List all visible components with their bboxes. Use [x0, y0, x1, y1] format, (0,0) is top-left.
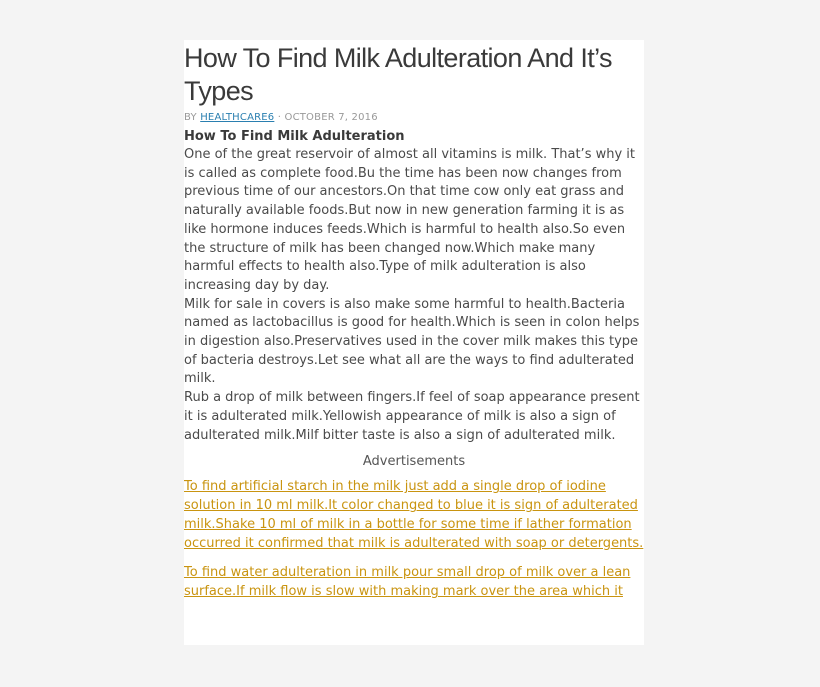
quote-text[interactable]: To find water adulteration in milk pour small drop of milk over a lean surface.If milk flow is slow with making mark over the area which it [184, 565, 631, 600]
article-subheading: How To Find Milk Adulteration [184, 129, 405, 144]
post-date: OCTOBER 7, 2016 [284, 112, 378, 123]
paragraph-3: Rub a drop of milk between fingers.If feel of soap appearance present it is adulterated milk.Yellowish appearance of milk is also a sign of adulterated milk.Milf bitter taste is also a sign of adulterated milk. [184, 390, 640, 443]
paragraph-2: Milk for sale in covers is also make some harmful to health.Bacteria named as lactobacillus is good for health.Which is seen in colon helps in digestion also.Preservatives used in the cover milk makes this type of bacteria destroys.Let see what all are the ways to find adulterated milk. [184, 296, 640, 387]
article [184, 40, 644, 645]
article-title: How To Find Milk Adulteration And It’s Types [184, 43, 612, 106]
paragraph-1: One of the great reservoir of almost all vitamins is milk. That’s why it is called as complete food.Bu the time has been now changes from previous time of our ancestors.On that time cow only eat grass and naturally available foods.But now in new generation farming it is as like hormone induces feeds.Which is harmful to health also.So even the structure of milk has been changed now.Which make many harmful effects to health also.Type of milk adulteration is also increasing day by day. [184, 147, 636, 293]
quote-link-1[interactable] [184, 477, 644, 553]
article-meta [184, 112, 644, 124]
meta-separator: · [274, 112, 285, 123]
quote-link-2[interactable] [184, 563, 644, 601]
meta-by: BY [184, 112, 201, 123]
quote-text[interactable]: To find artificial starch in the milk just add a single drop of iodine solution in 10 ml milk.It color changed to blue it is sign of adulterated milk.Shake 10 ml of milk in a bottle for some time if lather formation occurred it confirmed that milk is adulterated with soap or detergents. [184, 479, 644, 552]
author-link[interactable]: HEALTHCARE6 [200, 112, 275, 123]
advertisements-label: Advertisements [362, 454, 466, 470]
